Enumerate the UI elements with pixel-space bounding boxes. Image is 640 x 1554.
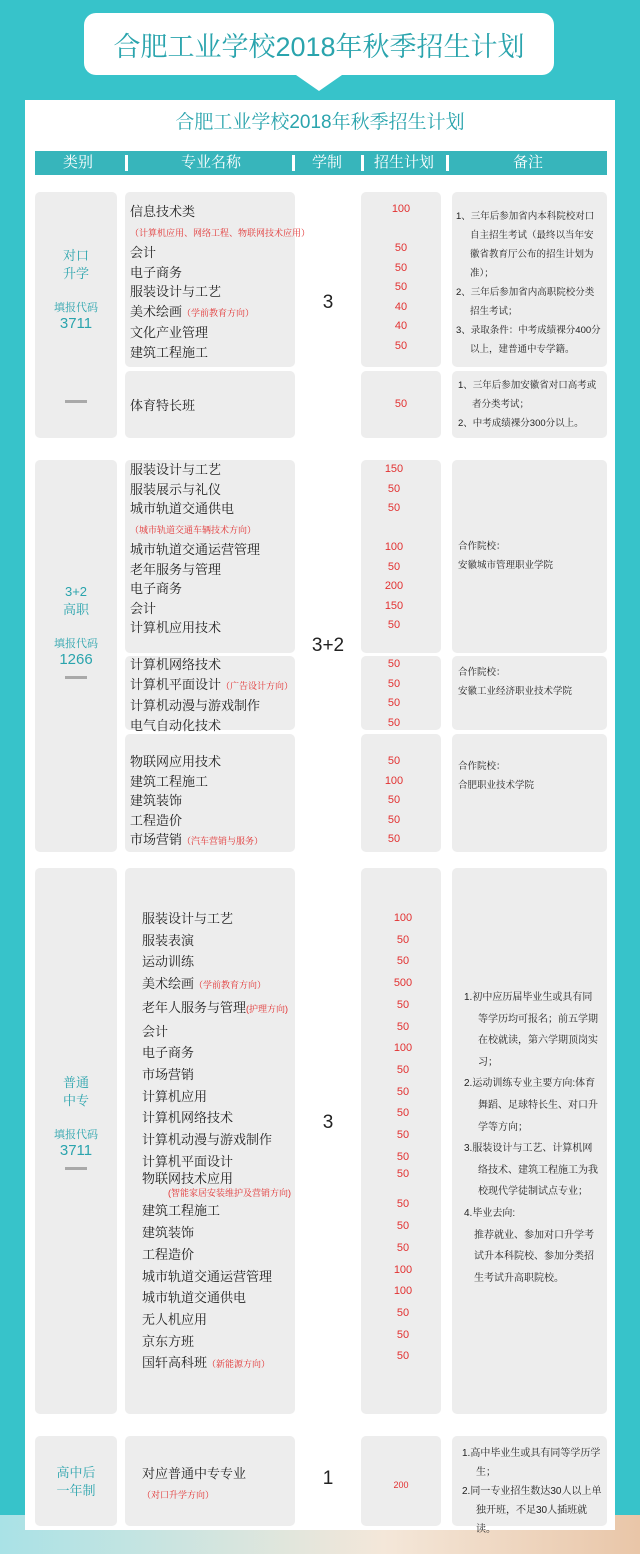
plan-count: 200 xyxy=(384,580,404,592)
section-4-plan xyxy=(361,1476,441,1496)
plan-count: 50 xyxy=(394,339,408,352)
list-item: 建筑工程施工 xyxy=(142,1203,221,1219)
header-duration: 学制 xyxy=(311,154,342,171)
note-item: 3.服装设计与工艺、计算机网络技术、建筑工程施工为我校现代学徒制试点专业； xyxy=(464,1143,598,1198)
section-4-notes xyxy=(462,1444,602,1539)
list-item: 老年人服务与管理(护理方向) xyxy=(142,999,289,1015)
section-1-plan-list xyxy=(361,200,441,356)
plan-count: 50 xyxy=(396,1328,410,1341)
list-item: (智能家居安装维护及营销方向) xyxy=(168,1188,291,1199)
list-item: 老年服务与管理 xyxy=(130,561,222,577)
plan-count: 50 xyxy=(394,242,408,254)
category-label: 3+2 xyxy=(64,584,88,599)
plan-count: 50 xyxy=(387,482,401,495)
list-item: 文化产业管理 xyxy=(130,325,209,340)
note-item: 安徽城市管理职业学院 xyxy=(458,560,554,571)
list-item: 对应普通中专专业 xyxy=(142,1466,247,1481)
section-1-category xyxy=(35,247,117,332)
list-item: 计算机动漫与游戏制作 xyxy=(130,698,261,713)
section-4-category xyxy=(35,1464,117,1500)
note-item: 3、录取条件：中考成绩裸分400分以上，建普通中专学籍。 xyxy=(456,325,601,355)
panel-subtitle: 合肥工业学校2018年秋季招生计划 xyxy=(175,112,465,133)
category-label: 升学 xyxy=(62,266,89,281)
note-item: 4.毕业去向: xyxy=(464,1207,516,1219)
plan-count: 200 xyxy=(393,1480,409,1490)
note-item: 推荐就业、参加对口升学考试升本科院校、参加分类招生考试升高职院校。 xyxy=(474,1229,594,1284)
section-3-category xyxy=(35,1074,117,1170)
list-item: （计算机应用、网络工程、物联网技术应用） xyxy=(130,227,311,238)
section-4-major xyxy=(142,1464,246,1505)
list-item: 工程造价 xyxy=(130,812,183,828)
list-item: 服装展示与礼仪 xyxy=(130,481,222,497)
section-2-notes-3 xyxy=(458,757,604,795)
section-3-major-list xyxy=(142,908,291,1376)
note-item: 1、三年后参加省内本科院校对口自主招生考试（最终以当年安徽省教育厅公布的招生计划为准）； xyxy=(456,211,595,279)
category-label: 对口 xyxy=(62,248,89,263)
plan-count: 50 xyxy=(396,1063,410,1076)
plan-count: 50 xyxy=(387,502,401,514)
section-2-group-2-list xyxy=(130,655,293,735)
note-item: 1、三年后参加安徽省对口高考或者分类考试； xyxy=(458,380,597,410)
section-2-group-1-list xyxy=(130,460,260,638)
plan-count: 40 xyxy=(394,300,408,313)
list-item: 无人机应用 xyxy=(142,1311,208,1327)
section-4-duration: 1 xyxy=(322,1468,334,1489)
list-item: 运动训练 xyxy=(142,954,195,970)
plan-count: 50 xyxy=(396,1306,410,1319)
list-item: （对口升学方向） xyxy=(142,1490,215,1500)
plan-count: 100 xyxy=(393,1263,413,1276)
plan-count: 50 xyxy=(396,1220,410,1233)
list-item: 美术绘画（学前教育方向） xyxy=(130,303,255,319)
list-item: 服装表演 xyxy=(142,932,195,948)
plan-count: 150 xyxy=(384,599,404,612)
dash-icon xyxy=(65,676,87,679)
plan-count: 50 xyxy=(394,281,408,293)
section-1-sports-major xyxy=(130,396,195,416)
note-item: 安徽工业经济职业技术学院 xyxy=(458,686,573,697)
note-item: 合肥职业技术学院 xyxy=(458,780,535,791)
list-item: 计算机网络技术 xyxy=(130,657,222,672)
plan-count: 50 xyxy=(387,833,401,845)
section-2-group-3-list xyxy=(130,752,263,852)
plan-count: 50 xyxy=(396,1241,410,1254)
plan-count: 100 xyxy=(393,912,413,924)
section-2-group-2-plan xyxy=(354,655,434,733)
plan-count: 150 xyxy=(384,463,404,475)
list-item: 建筑装饰 xyxy=(130,793,183,808)
list-item: 物联网应用技术 xyxy=(130,754,222,769)
plan-count: 40 xyxy=(394,320,408,332)
plan-count: 50 xyxy=(387,697,401,709)
note-item: 1.高中毕业生或具有同等学历学生； xyxy=(462,1448,601,1478)
plan-count: 50 xyxy=(387,619,401,631)
plan-count: 50 xyxy=(396,1129,410,1142)
code-value: 3711 xyxy=(59,315,93,332)
section-1-major-list xyxy=(130,202,310,362)
note-label: 合作院校： xyxy=(458,761,506,772)
list-item: 电气自动化技术 xyxy=(130,717,222,733)
down-arrow-icon xyxy=(296,75,342,91)
header-divider xyxy=(125,155,128,171)
plan-count: 500 xyxy=(393,977,413,990)
list-item: 电子商务 xyxy=(130,264,183,280)
plan-count: 50 xyxy=(387,716,401,729)
list-item: 城市轨道交通运营管理 xyxy=(130,542,261,557)
plan-count xyxy=(363,1181,443,1194)
note-label: 合作院校： xyxy=(458,541,506,552)
list-item: 建筑装饰 xyxy=(142,1225,195,1241)
plan-count: 50 xyxy=(387,677,401,690)
code-value: 1266 xyxy=(59,651,93,668)
section-1-sports-plan xyxy=(361,395,441,415)
list-item: 市场营销（汽车营销与服务） xyxy=(130,832,264,847)
section-1-sports-notes xyxy=(458,376,604,433)
list-item: （城市轨道交通车辆技术方向） xyxy=(130,524,257,535)
table-header xyxy=(35,151,607,175)
dash-icon xyxy=(65,1167,87,1170)
code-value: 3711 xyxy=(59,1142,93,1159)
plan-count: 50 xyxy=(394,398,408,410)
plan-count: 50 xyxy=(396,1168,410,1181)
list-item: 国轩高科班（新能源方向） xyxy=(142,1355,271,1371)
category-label: 高职 xyxy=(62,602,89,617)
list-item: 美术绘画（学前教育方向） xyxy=(142,976,267,992)
list-item: 计算机动漫与游戏制作 xyxy=(142,1132,273,1148)
list-item: 服装设计与工艺 xyxy=(130,284,222,299)
note-item: 1.初中应历届毕业生或具有同等学历均可报名；前五学期在校就读，第六学期顶岗实习； xyxy=(464,992,598,1068)
list-item: 计算机网络技术 xyxy=(142,1110,234,1126)
list-item: 体育特长班 xyxy=(130,398,196,413)
list-item: 服装设计与工艺 xyxy=(130,462,222,477)
list-item: 信息技术类 xyxy=(130,204,196,219)
plan-count: 100 xyxy=(391,203,411,215)
list-item: 城市轨道交通供电 xyxy=(142,1290,247,1306)
code-label: 填报代码 xyxy=(54,1129,98,1141)
section-2-category xyxy=(35,583,117,679)
plan-count: 50 xyxy=(396,1107,410,1120)
list-item: 城市轨道交通运营管理 xyxy=(142,1268,273,1284)
list-item: 会计 xyxy=(130,245,157,260)
section-2-notes-1 xyxy=(458,537,604,575)
category-label: 高中后 xyxy=(56,1465,96,1480)
list-item: 电子商务 xyxy=(130,581,183,596)
plan-count: 100 xyxy=(384,541,404,553)
list-item: 电子商务 xyxy=(142,1045,195,1061)
plan-count: 50 xyxy=(396,1198,410,1211)
list-item: 计算机应用技术 xyxy=(130,620,222,635)
dash-icon xyxy=(65,400,87,403)
section-2-duration: 3+2 xyxy=(311,635,345,656)
plan-count: 50 xyxy=(387,794,401,806)
plan-count: 50 xyxy=(396,1085,410,1098)
code-label: 填报代码 xyxy=(54,638,98,650)
list-item: 建筑工程施工 xyxy=(130,344,209,360)
list-item: 市场营销 xyxy=(142,1066,195,1082)
list-item: 会计 xyxy=(142,1023,169,1039)
header-category: 类别 xyxy=(62,154,93,171)
plan-count xyxy=(354,519,434,539)
category-label: 中专 xyxy=(62,1093,89,1108)
header-notes: 备注 xyxy=(512,154,543,171)
plan-count: 100 xyxy=(384,774,404,787)
category-label: 一年制 xyxy=(56,1483,96,1498)
plan-count xyxy=(361,220,441,240)
plan-count: 50 xyxy=(387,560,401,573)
plan-count: 50 xyxy=(396,933,410,946)
section-1-duration: 3 xyxy=(322,292,334,313)
plan-count: 100 xyxy=(393,1285,413,1298)
page-title: 合肥工业学校2018年秋季招生计划 xyxy=(84,13,554,75)
plan-count: 50 xyxy=(396,998,410,1011)
section-2-notes-2 xyxy=(458,663,604,701)
plan-count: 50 xyxy=(387,755,401,767)
note-item: 2.同一专业招生数达30人以上单独开班，不足30人插班就读。 xyxy=(462,1486,602,1535)
section-3-notes xyxy=(464,987,600,1289)
list-item: 会计 xyxy=(130,600,157,616)
note-item: 2.运动训练专业主要方向:体育舞蹈、足球特长生、对口升学等方向； xyxy=(464,1078,598,1133)
category-label: 普通 xyxy=(62,1075,89,1090)
plan-count: 50 xyxy=(396,955,410,968)
list-item: 计算机平面设计（广告设计方向） xyxy=(130,676,294,692)
code-label: 填报代码 xyxy=(54,302,98,314)
plan-count: 50 xyxy=(394,261,408,274)
list-item: 工程造价 xyxy=(142,1246,195,1262)
note-item: 2、中考成绩裸分300分以上。 xyxy=(458,418,584,429)
section-1-sports-category xyxy=(35,395,117,403)
section-3-plan-list xyxy=(363,908,443,1368)
plan-count: 50 xyxy=(387,813,401,826)
plan-count: 50 xyxy=(387,658,401,670)
header-plan: 招生计划 xyxy=(373,154,434,171)
plan-count: 50 xyxy=(396,1350,410,1363)
list-item: 京东方班 xyxy=(142,1333,195,1349)
list-item: 物联网技术应用 xyxy=(142,1171,234,1187)
note-label: 合作院校： xyxy=(458,667,506,678)
section-1-notes xyxy=(456,207,602,359)
header-major: 专业名称 xyxy=(180,154,241,171)
section-3-duration: 3 xyxy=(322,1112,334,1133)
plan-count: 100 xyxy=(393,1042,413,1055)
list-item: 服装设计与工艺 xyxy=(142,911,234,926)
list-item: 建筑工程施工 xyxy=(130,773,209,789)
plan-count: 50 xyxy=(396,1150,410,1163)
note-item: 2、三年后参加省内高职院校分类招生考试； xyxy=(456,287,595,317)
plan-count: 50 xyxy=(396,1020,410,1033)
list-item: 计算机应用 xyxy=(142,1088,208,1104)
list-item: 城市轨道交通供电 xyxy=(130,501,235,516)
list-item: 计算机平面设计 xyxy=(142,1153,234,1169)
section-2-group-3-plan xyxy=(354,752,434,850)
section-2-group-1-plan xyxy=(354,460,434,636)
